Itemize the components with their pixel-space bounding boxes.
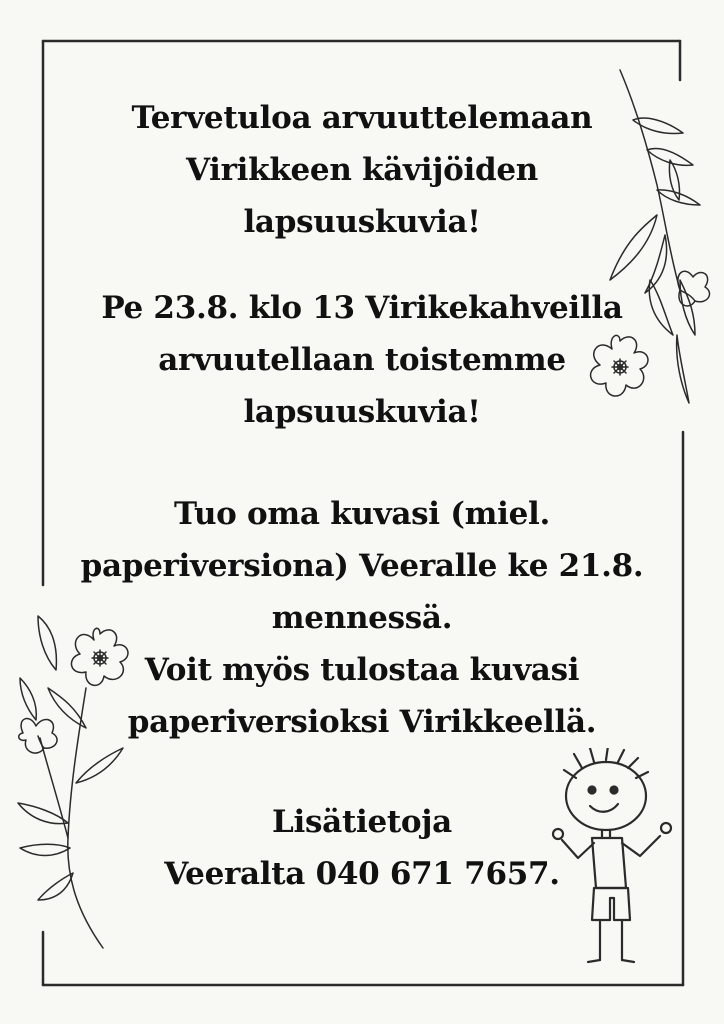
instructions-line-5: paperiversioksi Virikkeellä. bbox=[127, 704, 597, 740]
instructions-text bbox=[60, 488, 664, 748]
contact-info bbox=[60, 796, 664, 900]
welcome-heading bbox=[60, 92, 664, 248]
welcome-line-3: lapsuuskuvia! bbox=[243, 204, 481, 240]
instructions-line-4: Voit myös tulostaa kuvasi bbox=[144, 652, 580, 688]
instructions-line-1: Tuo oma kuvasi (miel. bbox=[174, 496, 550, 532]
contact-line-1: Lisätietoja bbox=[272, 804, 452, 840]
event-line-3: lapsuuskuvia! bbox=[243, 394, 481, 430]
instructions-line-2: paperiversiona) Veeralle ke 21.8. bbox=[80, 548, 644, 584]
contact-line-2: Veeralta 040 671 7657. bbox=[164, 856, 560, 892]
event-line-2: arvuutellaan toistemme bbox=[158, 342, 566, 378]
event-info bbox=[60, 282, 664, 438]
welcome-line-2: Virikkeen kävijöiden bbox=[185, 152, 539, 188]
welcome-line-1: Tervetuloa arvuuttelemaan bbox=[131, 100, 593, 136]
instructions-line-3: mennessä. bbox=[271, 600, 453, 636]
event-line-1: Pe 23.8. klo 13 Virikekahveilla bbox=[101, 290, 623, 326]
